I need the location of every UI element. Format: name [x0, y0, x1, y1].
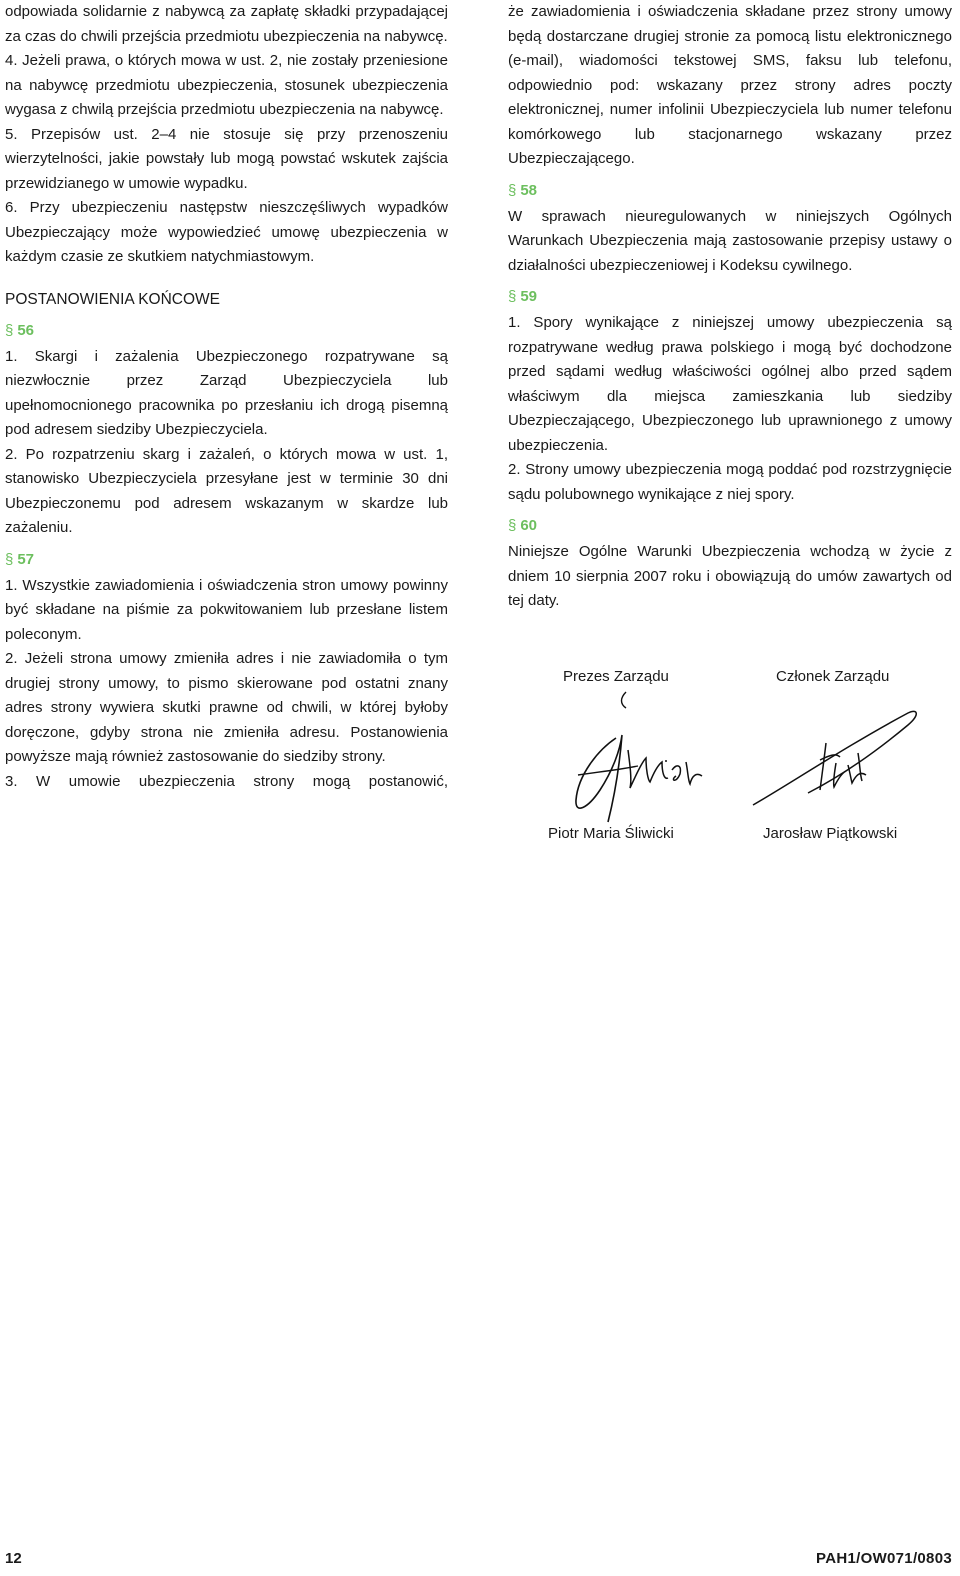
paragraph-60-heading: [508, 514, 952, 538]
paragraph-58-text: W sprawach nieuregulowanych w niniejszych Ogólnych Warunkach Ubezpieczenia mają zastosowanie przepisy ustawy o działalności ubezpieczeniowej i Kodeksu cywilnego.: [508, 207, 952, 274]
paragraph-57-point-3: 3. W umowie ubezpieczenia strony mogą postanowić,: [5, 772, 448, 790]
paragraph-60-number: 60: [520, 517, 538, 534]
paragraph-57-heading: [5, 548, 448, 572]
paragraph-59-point-1: 1. Spory wynikające z niniejszej umowy ubezpieczenia są rozpatrywane według prawa polskiego i mogą być dochodzone przed sądami według właściwości ogólnej albo przed sądem właściwym dla miejsca zamieszkania lub siedziby Ubezpieczającego, Ubezpieczonego lub uprawnionego z umowy ubezpieczenia.: [508, 314, 952, 454]
paragraph-59-number: 59: [520, 288, 538, 305]
section-sign: §: [5, 321, 14, 339]
signature-name-left: Piotr Maria Śliwicki: [548, 825, 674, 842]
paragraph-57-point-1: 1. Wszystkie zawiadomienia i oświadczenia stron umowy powinny być składane na piśmie za pokwitowaniem lub przesłane listem poleconym.: [5, 576, 448, 643]
paragraph-57-point-2: 2. Jeżeli strona umowy zmieniła adres i nie zawiadomiła o tym drugiej strony umowy, to pismo skierowane pod ostatni znany adres strony wywiera skutki prawne od chwili, w której byłoby doręczone, gdyby strona nie zmieniła adresu. Postanowienia powyższe mają również zastosowanie do siedziby strony.: [5, 650, 448, 765]
paragraph-59-point-2: 2. Strony umowy ubezpieczenia mogą poddać pod rozstrzygnięcie sądu polubownego wynikające z niej spory.: [508, 461, 952, 503]
section-heading: POSTANOWIENIA KOŃCOWE: [5, 290, 221, 308]
continuation-paragraph: że zawiadomienia i oświadczenia składane przez strony umowy będą dostarczane drugiej stronie za pomocą listu elektronicznego (e-mail), wiadomości tekstowej SMS, faksu lub telefonu, odpowiednio pod: wskazany przez strony adres poczty elektronicznej, numer infolinii Ubezpieczyciela lub numer telefonu komórkowego lub stacjonarnego wskazany przez Ubezpieczającego.: [508, 3, 952, 167]
signature-right-image: [748, 705, 928, 815]
page-number: 12: [5, 1550, 22, 1567]
signature-role-left: Prezes Zarządu: [563, 668, 669, 685]
section-sign: §: [508, 517, 517, 534]
intro-paragraph-4: 6. Przy ubezpieczeniu następstw nieszczęśliwych wypadków Ubezpieczający może wypowiedzieć umowę ubezpieczenia w każdym czasie ze skutkiem natychmiastowym.: [5, 199, 448, 265]
section-sign: §: [508, 288, 517, 305]
document-code: PAH1/OW071/0803: [816, 1550, 952, 1567]
paragraph-57-number: 57: [17, 550, 35, 568]
left-column: [5, 0, 448, 794]
intro-paragraph-2: 4. Jeżeli prawa, o których mowa w ust. 2, nie zostały przeniesione na nabywcę przedmiotu ubezpieczenia, stosunek ubezpieczenia wygasa z chwilą przejścia przedmiotu ubezpieczenia na nabywcę.: [5, 52, 448, 118]
paragraph-58-heading: [508, 179, 952, 203]
paragraph-60-text: Niniejsze Ogólne Warunki Ubezpieczenia wchodzą w życie z dniem 10 sierpnia 2007 roku i obowiązują do umów zawartych od tej daty.: [508, 543, 952, 609]
section-sign: §: [5, 550, 14, 568]
paragraph-56-heading: [5, 319, 448, 343]
paragraph-56-number: 56: [17, 321, 35, 339]
paragraph-56-point-1: 1. Skargi i zażalenia Ubezpieczonego rozpatrywane są niezwłocznie przez Zarząd Ubezpieczyciela lub upełnomocnionego pracownika po przesłaniu ich drogą pisemną pod adresem siedziby Ubezpieczyciela.: [5, 347, 448, 438]
right-column: [508, 0, 952, 614]
signature-block: [508, 660, 952, 860]
signature-name-right: Jarosław Piątkowski: [763, 825, 898, 842]
signature-role-right: Członek Zarządu: [776, 668, 890, 685]
section-sign: §: [508, 181, 517, 199]
intro-paragraph-3: 5. Przepisów ust. 2–4 nie stosuje się przy przenoszeniu wierzytelności, jakie powstały lub mogą powstać wskutek zajścia przewidzianego w umowie wypadku.: [5, 125, 448, 192]
intro-paragraph-1: odpowiada solidarnie z nabywcą za zapłatę składki przypadającej za czas do chwili przejścia przedmiotu ubezpieczenia na nabywcę.: [5, 3, 448, 45]
paragraph-58-number: 58: [520, 181, 538, 199]
paragraph-59-heading: [508, 285, 952, 309]
signature-left-image: [558, 680, 708, 830]
paragraph-56-point-2: 2. Po rozpatrzeniu skarg i zażaleń, o których mowa w ust. 1, stanowisko Ubezpieczyciela przesyłane jest w terminie 30 dni Ubezpieczonemu pod adresem wskazanym w skardze lub zażaleniu.: [5, 445, 448, 536]
